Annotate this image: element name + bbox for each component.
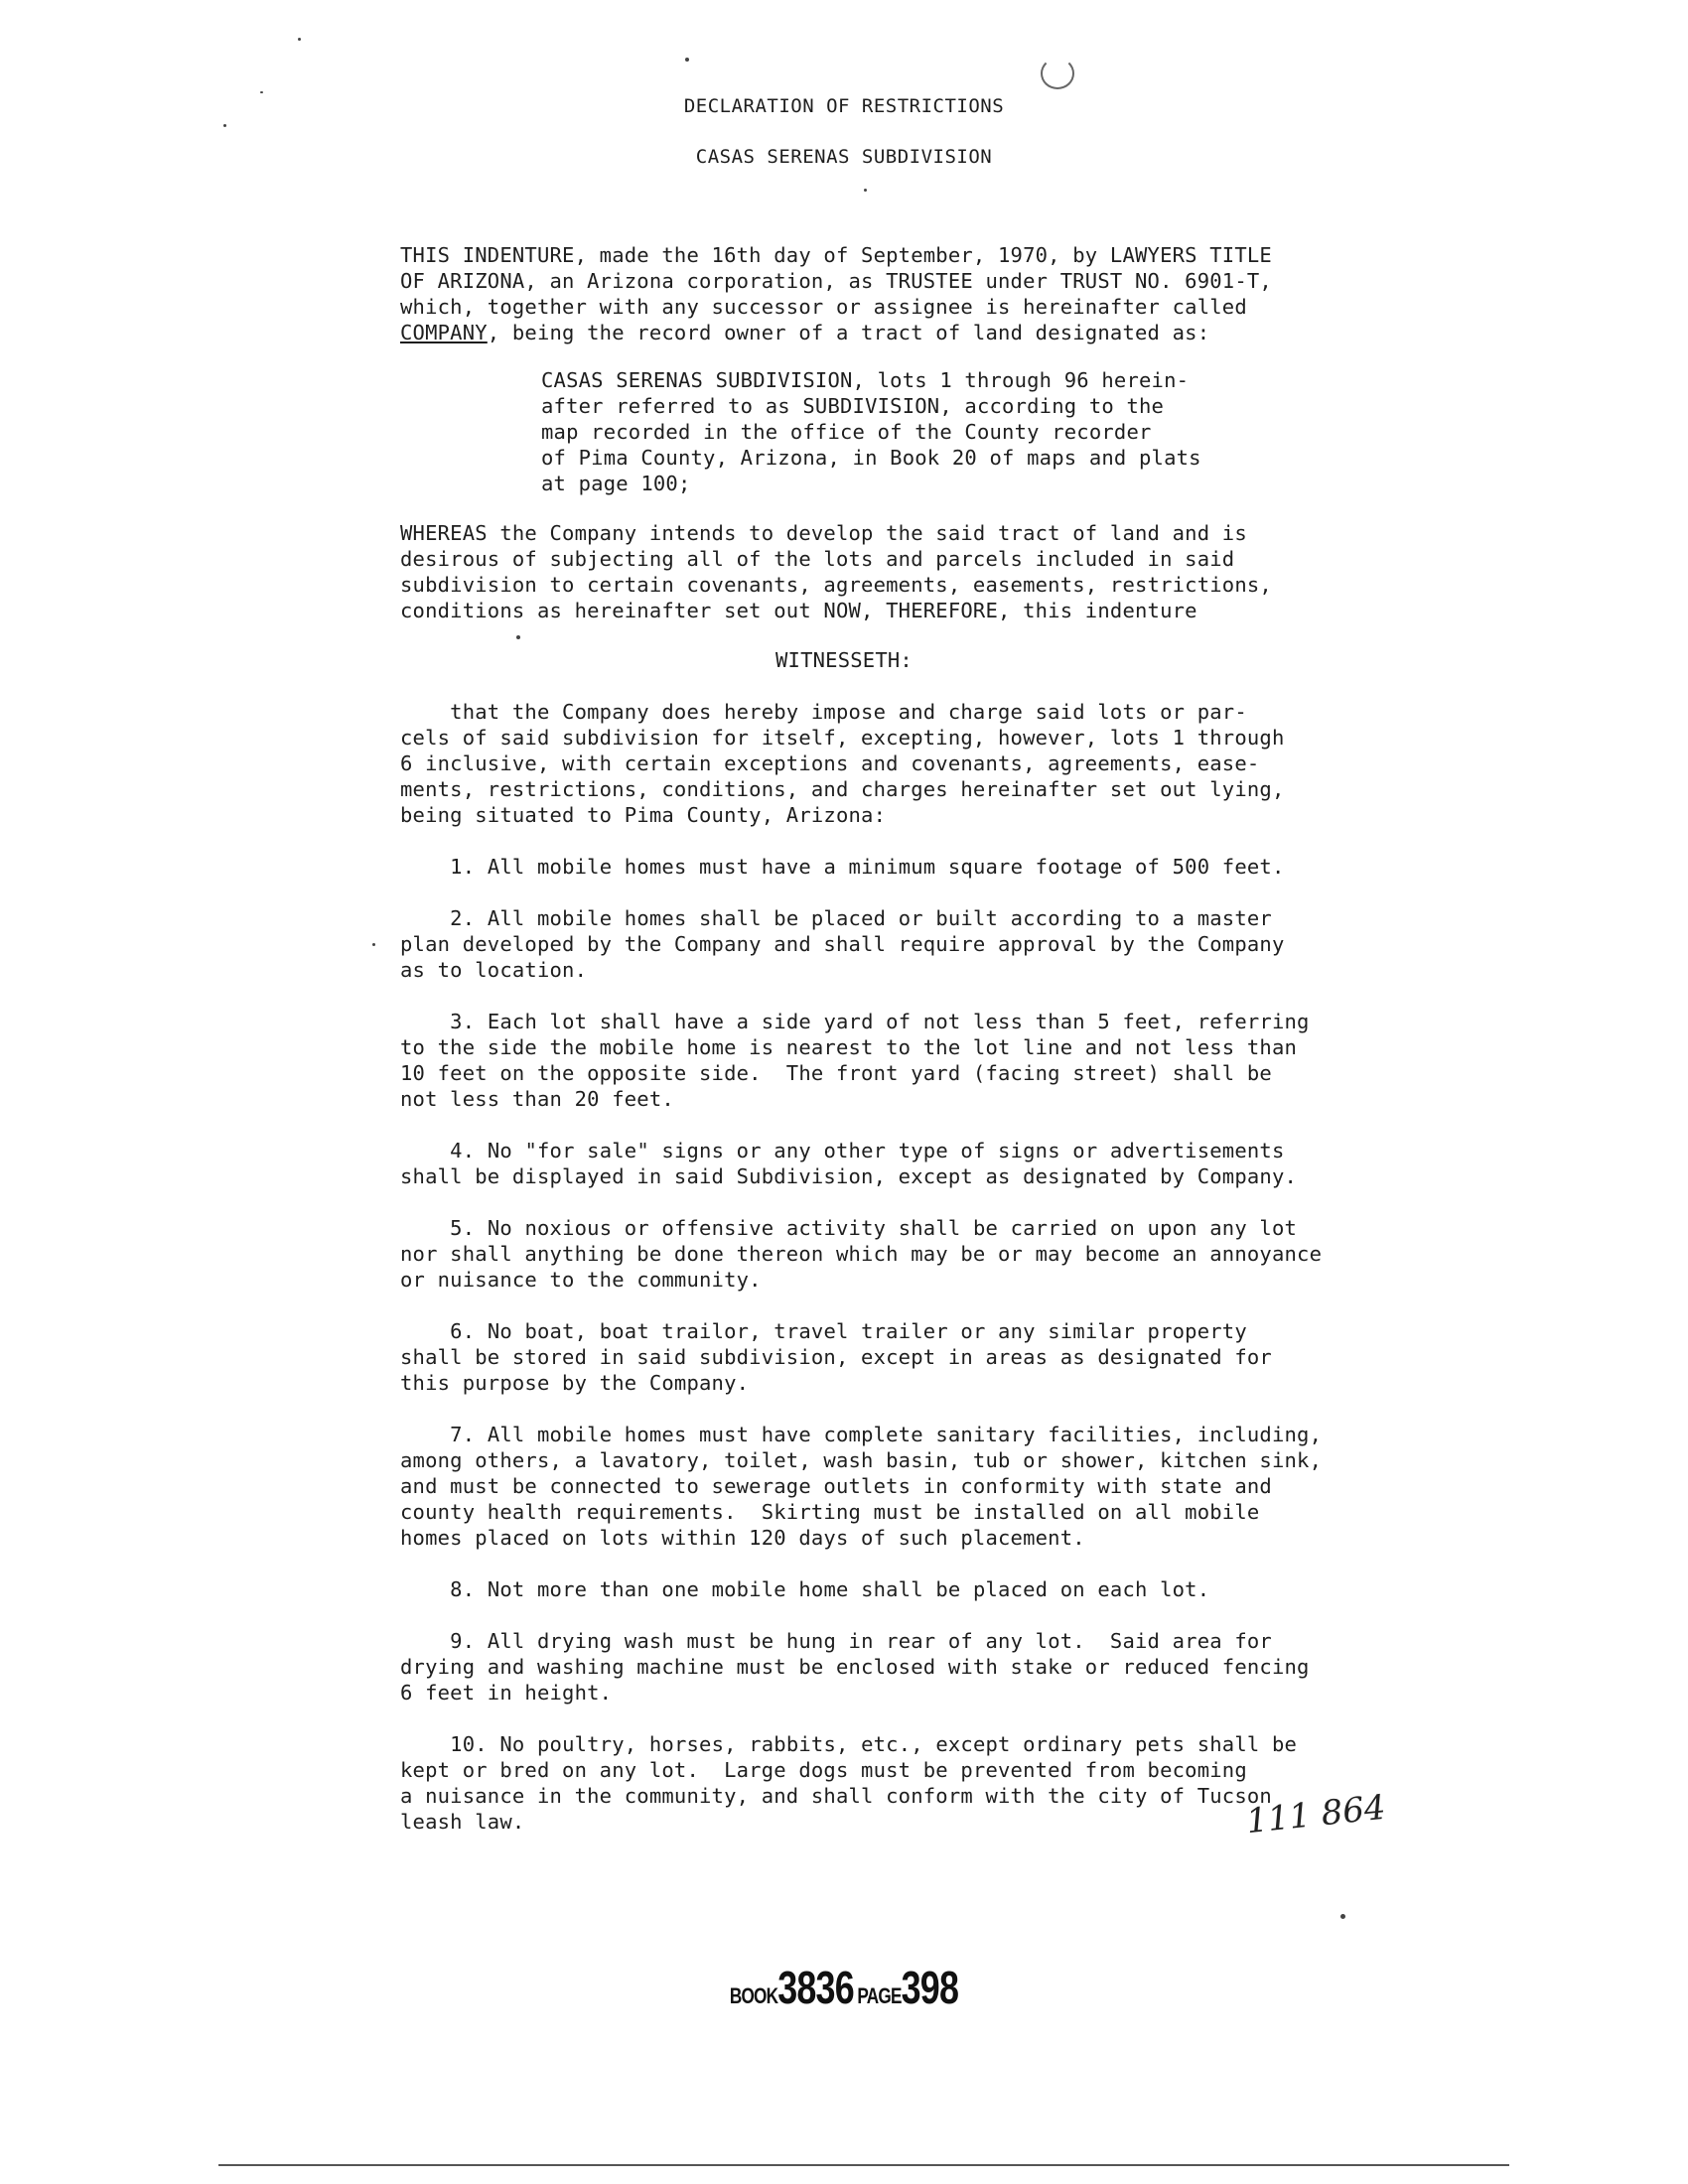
text-line	[400, 1628, 1393, 1654]
text-fragment: , being the record owner of a tract of land designated as:	[487, 321, 1210, 344]
text-line	[400, 854, 1393, 880]
restriction-6	[400, 1318, 1393, 1396]
text-line: ments, restrictions, conditions, and charges hereinafter set out lying,	[400, 777, 1285, 801]
scan-speck	[685, 58, 689, 62]
text-line: shall be displayed in said Subdivision, except as designated by Company.	[400, 1164, 1298, 1188]
text-line	[400, 1138, 1393, 1163]
scan-speck	[298, 38, 301, 41]
text-line: 6 inclusive, with certain exceptions and covenants, agreements, ease-	[400, 751, 1260, 775]
text-line: shall be stored in said subdivision, except in areas as designated for	[400, 1345, 1272, 1369]
scan-speck	[372, 943, 375, 946]
text-fragment: No poultry, horses, rabbits, etc., except ordinary pets shall be	[499, 1732, 1298, 1756]
document-title: DECLARATION OF RESTRICTIONS	[683, 95, 1005, 117]
punch-hole-mark	[1041, 58, 1074, 89]
text-fragment: Not more than one mobile home shall be placed on each lot.	[487, 1577, 1210, 1601]
text-line: leash law.	[400, 1810, 525, 1834]
restriction-number: 10.	[450, 1732, 488, 1756]
restriction-number: 3.	[450, 1010, 476, 1033]
text-line: this purpose by the Company.	[400, 1371, 750, 1395]
text-line: 6 feet in height.	[400, 1681, 613, 1705]
scan-speck	[516, 635, 520, 639]
text-fragment: All mobile homes must have a minimum square footage of 500 feet.	[487, 855, 1285, 879]
text-line: THIS INDENTURE, made the 16th day of September, 1970, by LAWYERS TITLE	[400, 243, 1272, 267]
scan-speck	[864, 189, 867, 192]
scan-speck	[223, 124, 226, 127]
text-line	[400, 1318, 1393, 1344]
stamp-page-number: 398	[901, 1962, 959, 2013]
restriction-1	[400, 854, 1393, 880]
restriction-number: 4.	[450, 1139, 476, 1162]
text-line: 10 feet on the opposite side. The front yard (facing street) shall be	[400, 1061, 1272, 1085]
restriction-3	[400, 1009, 1393, 1112]
text-line	[400, 320, 1393, 345]
text-line: WHEREAS the Company intends to develop the said tract of land and is	[400, 521, 1247, 545]
restriction-number: 8.	[450, 1577, 476, 1601]
text-fragment: Each lot shall have a side yard of not less than 5 feet, referring	[487, 1010, 1310, 1033]
restriction-2	[400, 905, 1393, 983]
restriction-4	[400, 1138, 1393, 1189]
property-description	[541, 367, 1336, 496]
stamp-book-label: BOOK	[729, 1983, 778, 2008]
witnesseth-heading: WITNESSETH:	[775, 648, 913, 672]
text-line	[400, 1576, 1393, 1602]
text-line	[400, 1731, 1393, 1757]
restriction-10	[400, 1731, 1393, 1835]
intro-paragraph	[400, 242, 1393, 345]
restriction-number: 7.	[450, 1423, 476, 1446]
text-line: plan developed by the Company and shall require approval by the Company	[400, 932, 1285, 956]
text-line: map recorded in the office of the County recorder	[541, 420, 1152, 444]
text-line: that the Company does hereby impose and charge said lots or par-	[400, 700, 1247, 724]
restriction-8	[400, 1576, 1393, 1602]
text-line: being situated to Pima County, Arizona:	[400, 803, 887, 827]
restriction-number: 6.	[450, 1319, 476, 1343]
text-line: drying and washing machine must be enclosed with stake or reduced fencing	[400, 1655, 1310, 1679]
text-line: kept or bred on any lot. Large dogs must be prevented from becoming	[400, 1758, 1247, 1782]
handwritten-reference-number: 111 864	[1244, 1787, 1388, 1843]
stamp-book-number: 3836	[777, 1962, 854, 2013]
text-line: which, together with any successor or assignee is hereinafter called	[400, 295, 1247, 319]
text-line: at page 100;	[541, 472, 691, 495]
restriction-9	[400, 1628, 1393, 1706]
text-line: county health requirements. Skirting must be installed on all mobile	[400, 1500, 1260, 1524]
text-line: as to location.	[400, 958, 588, 982]
restriction-number: 9.	[450, 1629, 476, 1653]
text-line: nor shall anything be done thereon which may be or may become an annoyance	[400, 1242, 1323, 1266]
text-line: not less than 20 feet.	[400, 1087, 674, 1111]
text-fragment: No boat, boat trailor, travel trailer or any similar property	[487, 1319, 1247, 1343]
text-line: or nuisance to the community.	[400, 1268, 762, 1292]
scan-speck	[1340, 1914, 1345, 1919]
stamp-page-label: PAGE	[857, 1983, 902, 2008]
text-line: subdivision to certain covenants, agreements, easements, restrictions,	[400, 573, 1272, 597]
text-fragment: No "for sale" signs or any other type of signs or advertisements	[487, 1139, 1285, 1162]
restriction-number: 1.	[450, 855, 476, 879]
text-line: a nuisance in the community, and shall conform with the city of Tucson	[400, 1784, 1272, 1808]
text-fragment: No noxious or offensive activity shall be carried on upon any lot	[487, 1216, 1298, 1240]
text-line: desirous of subjecting all of the lots and parcels included in said	[400, 547, 1235, 571]
scan-speck	[260, 91, 263, 93]
text-line: cels of said subdivision for itself, excepting, however, lots 1 through	[400, 726, 1285, 750]
bottom-edge-line	[218, 2164, 1509, 2166]
restriction-number: 2.	[450, 906, 476, 930]
text-line	[400, 1422, 1393, 1447]
whereas-paragraph	[400, 520, 1393, 623]
text-line: and must be connected to sewerage outlets in conformity with state and	[400, 1474, 1272, 1498]
company-defined-term: COMPANY	[400, 321, 488, 344]
restriction-5	[400, 1215, 1393, 1293]
text-line	[400, 1215, 1393, 1241]
recording-stamp	[186, 1961, 1502, 2014]
text-fragment: All mobile homes shall be placed or built according to a master	[487, 906, 1272, 930]
text-line: CASAS SERENAS SUBDIVISION, lots 1 through 96 herein-	[541, 368, 1190, 392]
text-fragment: All drying wash must be hung in rear of any lot. Said area for	[487, 1629, 1272, 1653]
text-line: to the side the mobile home is nearest to the lot line and not less than	[400, 1035, 1298, 1059]
text-line: OF ARIZONA, an Arizona corporation, as TRUSTEE under TRUST NO. 6901-T,	[400, 269, 1272, 293]
document-subtitle: CASAS SERENAS SUBDIVISION	[695, 146, 993, 168]
restriction-7	[400, 1422, 1393, 1551]
restriction-number: 5.	[450, 1216, 476, 1240]
text-line	[400, 1009, 1393, 1034]
preamble-paragraph	[400, 699, 1393, 828]
text-line: homes placed on lots within 120 days of such placement.	[400, 1526, 1085, 1550]
text-line: after referred to as SUBDIVISION, according to the	[541, 394, 1165, 418]
text-fragment: All mobile homes must have complete sanitary facilities, including,	[487, 1423, 1323, 1446]
text-line	[400, 905, 1393, 931]
text-line: conditions as hereinafter set out NOW, THEREFORE, this indenture	[400, 599, 1197, 622]
text-line: of Pima County, Arizona, in Book 20 of maps and plats	[541, 446, 1201, 470]
text-line: among others, a lavatory, toilet, wash basin, tub or shower, kitchen sink,	[400, 1448, 1323, 1472]
